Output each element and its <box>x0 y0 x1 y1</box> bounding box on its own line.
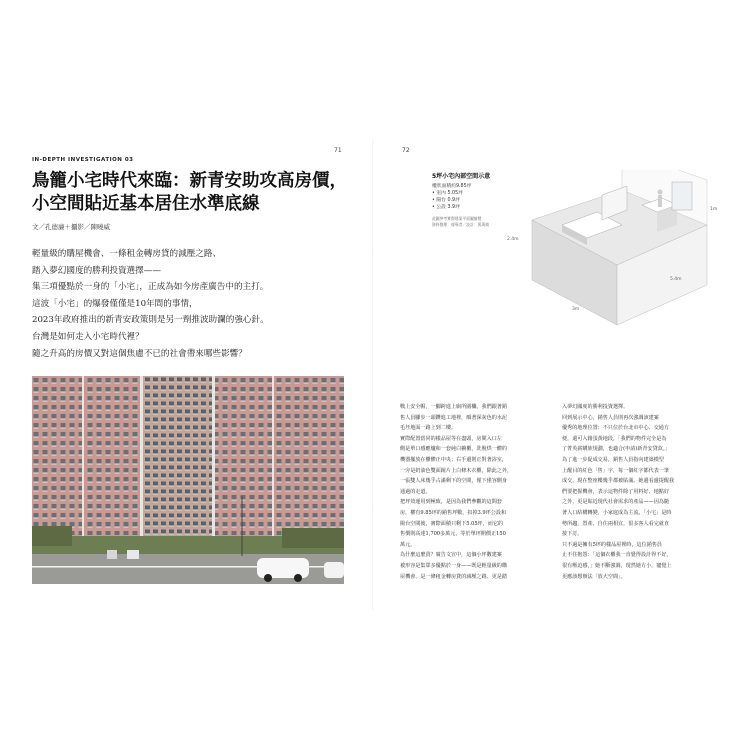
body-line: 一張雙人床幾乎占滿剩下的空間，僅下僅容側身 <box>400 478 507 485</box>
body-line: 止不住抱怨：「這個衣櫃我一直覺得設計得不好， <box>562 552 672 559</box>
list-item: • 公設 3.9坪 <box>432 205 460 210</box>
body-line: 一旁是奶油色雙面鏡片上白條木衣櫃，除此之外， <box>400 467 513 474</box>
body-line: 售人員腳步一頭鑽進工地裡，順著深灰色的水泥 <box>400 414 507 421</box>
body-paragraph <box>400 434 546 498</box>
body-line: 屋機會、是一條租金轉房貸的減壓之路、更是踏 <box>400 573 507 580</box>
body-line: 了菁英薪購族規劃，也適合(申請)新青安貸款。」 <box>562 446 671 453</box>
lede-line: 2023年政府推出的新青安政策則是另一劑推波助瀾的強心針。 <box>32 315 269 326</box>
body-line: 優秀的地理位置：不只位於台北市中心、交通方 <box>562 425 669 432</box>
body-line: 戰上安全帽，一腳跨進上廁所圍欄，我們跟著銷 <box>400 404 507 410</box>
book-gutter <box>372 140 374 610</box>
body-line: 毛坯地面一路上到二樓。 <box>400 425 457 432</box>
lede-line: 輕量級的購屋機會、一條租金轉房貸的減壓之路、 <box>32 249 222 259</box>
headline-line: 小空間貼近基本居住水準底線 <box>32 194 260 214</box>
lede-line: 集三項優點於一身的「小宅」，正成為如今房產廣告中的主打。 <box>32 282 269 293</box>
body-line: 實際配置當同的樣品屋等在盡頭，房間入口左 <box>400 435 502 442</box>
infographic-title: 5坪小宅內部空間示意 <box>432 173 491 180</box>
body-line: 回到展示中心，銷售人員則再次強調該建案 <box>562 414 659 421</box>
photo-illustration <box>32 376 344 584</box>
person-body <box>658 195 662 207</box>
dim-label: 2.4m <box>507 237 519 242</box>
body-line: 成交，現在整座樓幾乎都被貼滿。她邊看邊提醒我 <box>562 478 675 485</box>
list-item: • 室內 5.05坪 <box>432 191 463 196</box>
headline-line: 鳥籠小宅時代來臨：新青安助攻高房價， <box>32 171 347 191</box>
body-line: 被形容是集眾多優點於一身——既是輕量級的購 <box>400 562 507 569</box>
lede-line: 踏入夢幻國度的勝利投資選擇—— <box>32 265 161 276</box>
body-column-a <box>400 402 546 582</box>
body-line: 很有壓迫感，」她不斷強調，現然她方小，寵覺上 <box>562 562 672 569</box>
note-line: 資料整理：報導者／設計：黃禹禛 <box>432 222 489 227</box>
left-page <box>26 140 358 610</box>
body-line: 為了進一步促成交易，銷售人員指向建築模型 <box>562 456 664 463</box>
body-line: 入夢幻國度的勝利投資選擇。 <box>562 404 629 410</box>
body-paragraph <box>562 402 708 413</box>
body-line: 側是單口感應爐和一套純白櫥櫃，洗脫烘一體的 <box>400 446 507 453</box>
body-line: 便，還可入籍蛋黃地段，「我們的物件完全是為 <box>562 435 667 442</box>
body-line: 陽台空間後，實際面積只剩下5.05坪，而它的 <box>400 520 504 527</box>
apartment-building-photo <box>32 376 344 584</box>
infographic-subtitle: 權狀面積約9.85坪 <box>432 184 472 189</box>
body-line: 更應該想辦法「放大空間」。 <box>562 573 626 580</box>
body-column-b <box>562 402 708 582</box>
body-paragraph <box>400 550 546 582</box>
body-line: 只不過是擁有5坪的樣品屋裡時，這位銷售員 <box>562 541 663 548</box>
body-line: 通過的走道。 <box>400 488 431 495</box>
body-paragraph <box>562 455 708 540</box>
body-line: 們要把握機會，表示這物件除了用料好、地點好 <box>562 488 669 495</box>
window-shape <box>672 182 692 210</box>
body-line: 萬元。 <box>400 541 416 548</box>
dim-label: 3m <box>572 307 580 312</box>
dim-label: 5.4m <box>670 277 682 282</box>
headline <box>32 170 358 216</box>
lede-line: 台灣是如何走入小宅時代裡？ <box>32 331 144 342</box>
body-line: 機器擺放在櫃體正中央；右手邊則正對著浴室， <box>400 456 507 463</box>
byline: 文／孔德廉＋攝影／陳曉威 <box>32 223 110 231</box>
body-line: 之外，更是貼近現代社會需求的產品——因為隨 <box>562 499 669 506</box>
right-page <box>392 140 722 610</box>
body-line: 房，權有9.85坪的銷售坪數，扣掉3.9坪公設和 <box>400 509 507 516</box>
body-paragraph <box>562 413 708 455</box>
infographic-list <box>432 190 463 211</box>
lede <box>32 246 352 362</box>
series-label: IN-DEPTH INVESTIGATION 03 <box>32 157 134 163</box>
body-line: 為什麼這麼貴？廣告文宣中，這個小坪數建案 <box>400 552 502 559</box>
body-paragraph <box>400 497 546 550</box>
apartment-3d-diagram <box>502 170 722 340</box>
list-item: • 陽台 0.9坪 <box>432 198 460 203</box>
person-head <box>658 190 663 195</box>
lede-line: 這波「小宅」的爆發僅僅是10年間的事情， <box>32 298 198 309</box>
body-line: 把坪效運用到極致，是因為我們參觀的這間套 <box>400 499 502 506</box>
body-paragraph <box>562 540 708 582</box>
body-line: 接下訂。 <box>562 531 583 538</box>
body-line: 勢所趨，置產、自住兩相宜，很多客人看完就直 <box>562 520 669 527</box>
dim-label: 1m <box>710 207 718 212</box>
body-paragraph <box>400 402 546 434</box>
page-number-right: 72 <box>402 147 410 154</box>
body-line: 著人口結構轉變，小家庭成為主流，「小宅」是時 <box>562 509 672 516</box>
body-line: 售價則高達1,700多萬元，等於單坪開價正150 <box>400 531 506 538</box>
body-line: 上醒目的紅色「售」字，每一個紅字都代表一筆 <box>562 467 669 474</box>
lede-line: 隨之升高的房價又對這個焦慮不已的社會帶來哪些影響？ <box>32 348 247 359</box>
page-number-left: 71 <box>334 147 342 154</box>
infographic-note <box>432 216 489 228</box>
note-line: 此圖參考實際建案平面圖繪製 <box>432 216 482 221</box>
